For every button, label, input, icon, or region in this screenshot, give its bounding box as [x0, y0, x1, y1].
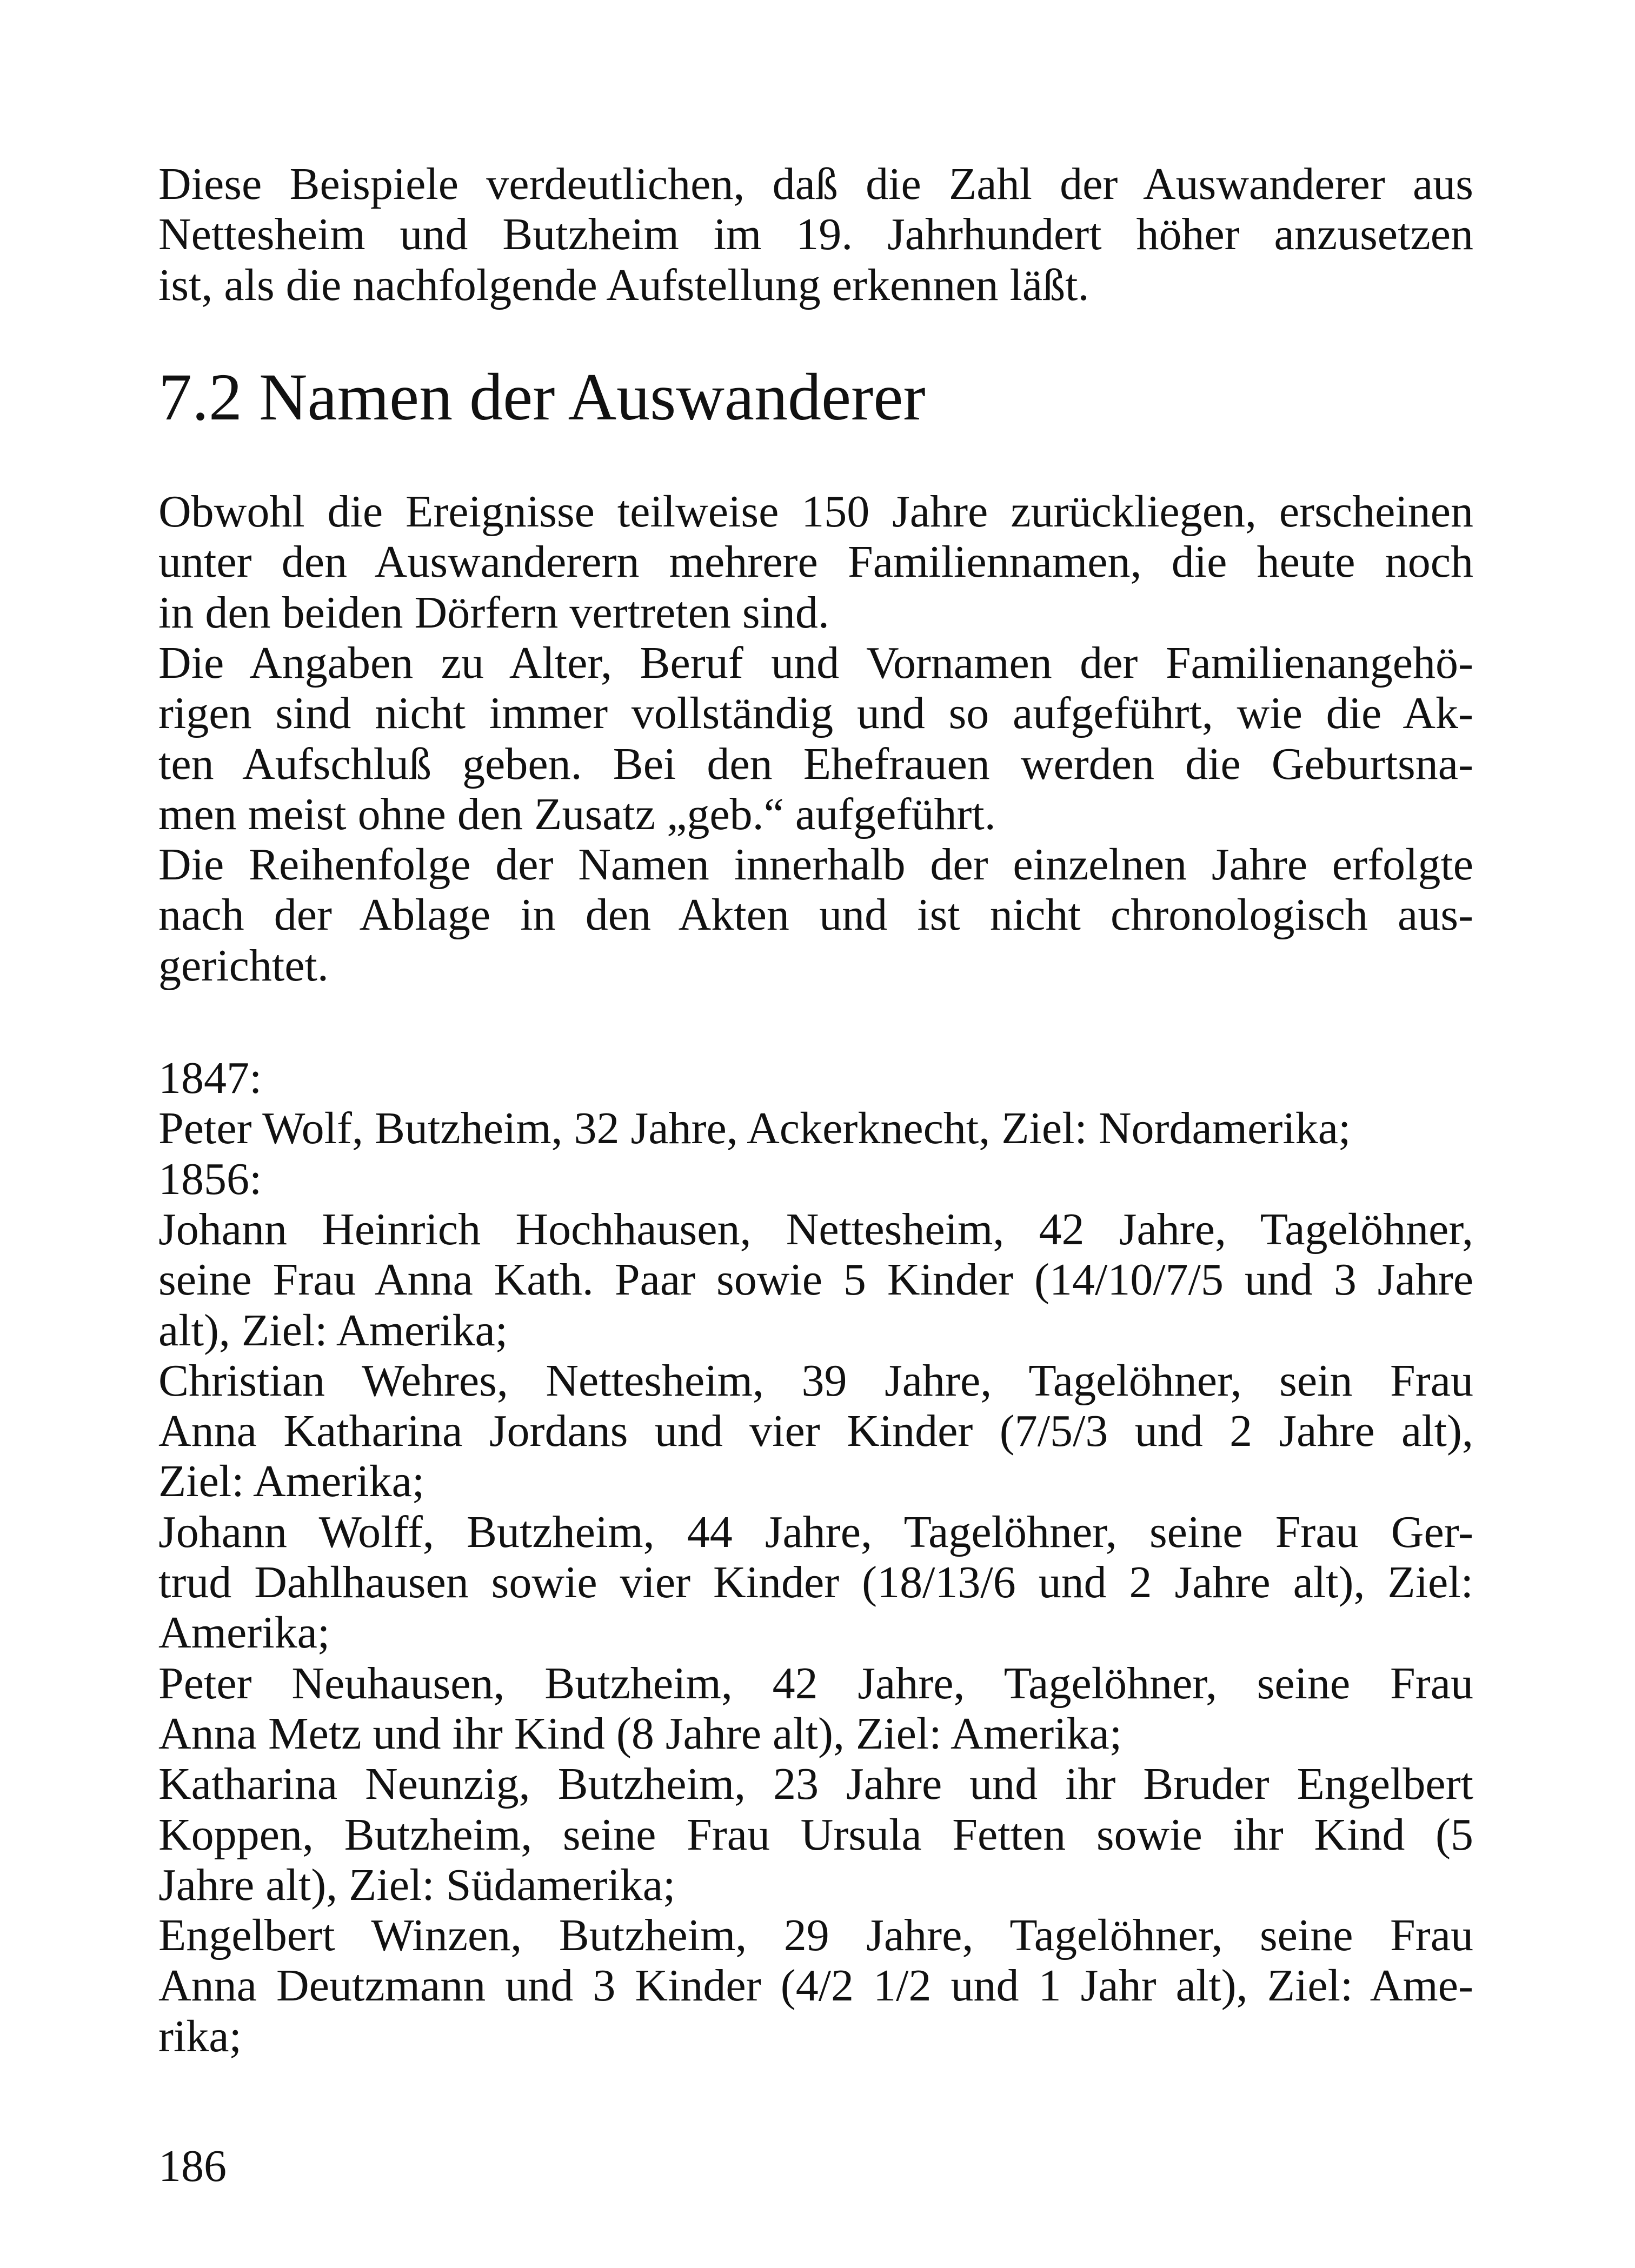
- text-line: Die Angaben zu Alter, Beruf und Vornamen der Familienangehö-: [158, 637, 1473, 688]
- list-entry-line: 1856:: [158, 1153, 262, 1204]
- text-line: rigen sind nicht immer vollständig und so aufgeführt, wie die Ak-: [158, 688, 1473, 739]
- list-entry-line: alt), Ziel: Amerika;: [158, 1305, 508, 1356]
- list-entry-line: Ziel: Amerika;: [158, 1456, 425, 1507]
- text-line: gerichtet.: [158, 940, 329, 991]
- text-line: ten Aufschluß geben. Bei den Ehefrauen werden die Geburtsna-: [158, 738, 1473, 789]
- list-entry-line: Anna Katharina Jordans und vier Kinder (7/5/3 und 2 Jahre alt),: [158, 1406, 1473, 1457]
- text-line: nach der Ablage in den Akten und ist nicht chronologisch aus-: [158, 890, 1473, 940]
- page-number: 186: [158, 2141, 227, 2191]
- list-entry-line: 1847:: [158, 1053, 262, 1103]
- list-entry-line: seine Frau Anna Kath. Paar sowie 5 Kinder (14/10/7/5 und 3 Jahre: [158, 1255, 1473, 1305]
- list-entry-line: Johann Wolff, Butzheim, 44 Jahre, Tagelöhner, seine Frau Ger-: [158, 1506, 1473, 1557]
- list-entry-line: Anna Metz und ihr Kind (8 Jahre alt), Ziel: Amerika;: [158, 1708, 1122, 1759]
- list-entry-line: Katharina Neunzig, Butzheim, 23 Jahre und ihr Bruder Engelbert: [158, 1759, 1473, 1810]
- text-line: ist, als die nachfolgende Aufstellung erkennen läßt.: [158, 259, 1089, 310]
- list-entry-line: Johann Heinrich Hochhausen, Nettesheim, 42 Jahre, Tagelöhner,: [158, 1204, 1473, 1255]
- list-entry-line: rika;: [158, 2011, 242, 2062]
- text-line: men meist ohne den Zusatz „geb.“ aufgeführt.: [158, 789, 996, 839]
- text-line: in den beiden Dörfern vertreten sind.: [158, 587, 829, 638]
- list-entry-line: Peter Wolf, Butzheim, 32 Jahre, Ackerknecht, Ziel: Nordamerika;: [158, 1103, 1351, 1154]
- section-heading: 7.2 Namen der Auswanderer: [158, 360, 926, 434]
- text-line: Obwohl die Ereignisse teilweise 150 Jahre zurückliegen, erscheinen: [158, 486, 1473, 537]
- list-entry-line: Anna Deutzmann und 3 Kinder (4/2 1/2 und 1 Jahr alt), Ziel: Ame-: [158, 1960, 1473, 2011]
- text-line: Diese Beispiele verdeutlichen, daß die Zahl der Auswanderer aus: [158, 159, 1473, 209]
- list-entry-line: Christian Wehres, Nettesheim, 39 Jahre, Tagelöhner, sein Frau: [158, 1355, 1473, 1406]
- text-line: Die Reihenfolge der Namen innerhalb der einzelnen Jahre erfolgte: [158, 839, 1473, 890]
- list-entry-line: Peter Neuhausen, Butzheim, 42 Jahre, Tagelöhner, seine Frau: [158, 1658, 1473, 1709]
- list-entry-line: Koppen, Butzheim, seine Frau Ursula Fetten sowie ihr Kind (5: [158, 1809, 1473, 1860]
- text-line: unter den Auswanderern mehrere Familiennamen, die heute noch: [158, 537, 1473, 588]
- list-entry-line: Amerika;: [158, 1607, 330, 1658]
- list-entry-line: Jahre alt), Ziel: Südamerika;: [158, 1859, 676, 1910]
- list-entry-line: trud Dahlhausen sowie vier Kinder (18/13/6 und 2 Jahre alt), Ziel:: [158, 1557, 1473, 1607]
- list-entry-line: Engelbert Winzen, Butzheim, 29 Jahre, Tagelöhner, seine Frau: [158, 1910, 1473, 1961]
- text-line: Nettesheim und Butzheim im 19. Jahrhundert höher anzusetzen: [158, 209, 1473, 260]
